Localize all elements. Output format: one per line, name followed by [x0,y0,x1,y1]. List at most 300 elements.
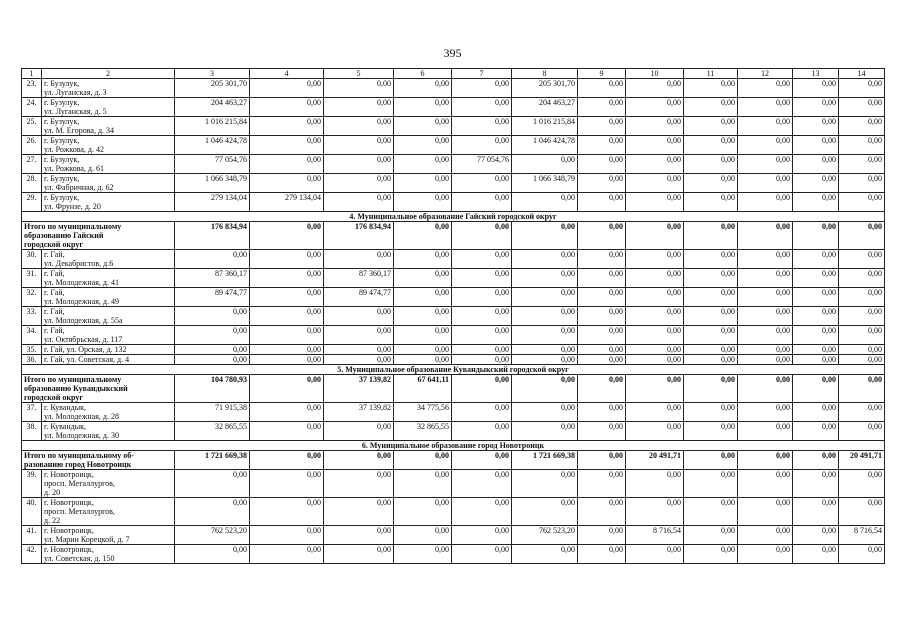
address-cell: г. Новотроицк, просп. Металлургов, д. 22 [42,498,175,526]
amount-cell: 0,00 [738,526,793,545]
amount-cell: 0,00 [452,136,512,155]
amount-cell: 0,00 [626,307,684,326]
amount-cell: 0,00 [626,345,684,355]
amount-cell: 0,00 [738,174,793,193]
amount-cell: 0,00 [738,288,793,307]
address-cell: г. Гай, ул. Молодежная, д. 41 [42,269,175,288]
address-cell: г. Гай, ул. Молодежная, д. 55а [42,307,175,326]
row-index: 40. [22,498,42,526]
address-cell: г. Кувандык, ул. Молодежная, д. 30 [42,422,175,441]
table-row [22,288,885,307]
amount-cell: 1 016 215,84 [175,117,250,136]
table-row [22,117,885,136]
amount-cell: 0,00 [512,345,578,355]
amount-cell: 0,00 [839,222,885,250]
amount-cell: 1 066 348,79 [175,174,250,193]
amount-cell: 32 865,55 [175,422,250,441]
amount-cell: 0,00 [452,355,512,365]
amount-cell: 0,00 [250,375,324,403]
amount-cell: 0,00 [175,545,250,564]
column-header: 5 [324,69,394,79]
amount-cell: 0,00 [452,526,512,545]
address-cell: г. Гай, ул. Советская, д. 4 [42,355,175,365]
amount-cell: 32 865,55 [394,422,452,441]
amount-cell: 0,00 [626,375,684,403]
amount-cell: 0,00 [250,288,324,307]
row-index: 31. [22,269,42,288]
amount-cell: 0,00 [512,545,578,564]
address-cell: г. Гай, ул. Октябрьская, д. 117 [42,326,175,345]
amount-cell: 0,00 [394,545,452,564]
amount-cell: 0,00 [578,375,626,403]
amount-cell: 0,00 [793,545,839,564]
amount-cell: 0,00 [175,470,250,498]
amount-cell: 0,00 [578,250,626,269]
row-index: 32. [22,288,42,307]
address-cell: г. Новотроицк, ул. Советская, д. 150 [42,545,175,564]
amount-cell: 279 134,04 [175,193,250,212]
amount-cell: 0,00 [738,345,793,355]
row-index: 39. [22,470,42,498]
column-header: 7 [452,69,512,79]
amount-cell: 0,00 [512,403,578,422]
address-cell: г. Бузулук, ул. Луганская, д. 3 [42,79,175,98]
column-header: 8 [512,69,578,79]
amount-cell: 0,00 [394,345,452,355]
amount-cell: 0,00 [626,193,684,212]
amount-cell: 0,00 [452,288,512,307]
amount-cell: 0,00 [793,117,839,136]
amount-cell: 0,00 [324,250,394,269]
amount-cell: 0,00 [452,470,512,498]
table-row [22,269,885,288]
amount-cell: 0,00 [738,155,793,174]
amount-cell: 176 834,94 [324,222,394,250]
amount-cell: 0,00 [512,470,578,498]
amount-cell: 0,00 [738,375,793,403]
column-header: 14 [839,69,885,79]
amount-cell: 762 523,20 [175,526,250,545]
address-cell: г. Бузулук, ул. Луганская, д. 5 [42,98,175,117]
amount-cell: 0,00 [578,345,626,355]
amount-cell: 0,00 [324,136,394,155]
amount-cell: 0,00 [626,136,684,155]
amount-cell: 0,00 [452,222,512,250]
amount-cell: 0,00 [684,422,738,441]
amount-cell: 0,00 [738,403,793,422]
amount-cell: 0,00 [394,307,452,326]
amount-cell: 0,00 [512,307,578,326]
amount-cell: 0,00 [250,526,324,545]
amount-cell: 0,00 [250,470,324,498]
table-row [22,422,885,441]
column-header: 4 [250,69,324,79]
amount-cell: 1 046 424,78 [175,136,250,155]
amount-cell: 0,00 [839,269,885,288]
amount-cell: 0,00 [793,250,839,269]
amount-cell: 0,00 [793,451,839,470]
amount-cell: 0,00 [684,470,738,498]
address-cell: г. Бузулук, ул. Фабричная, д. 62 [42,174,175,193]
amount-cell: 0,00 [175,250,250,269]
amount-cell: 0,00 [738,355,793,365]
amount-cell: 20 491,71 [626,451,684,470]
amount-cell: 0,00 [626,355,684,365]
amount-cell: 0,00 [512,422,578,441]
amount-cell: 0,00 [250,155,324,174]
amount-cell: 0,00 [684,136,738,155]
amount-cell: 0,00 [175,498,250,526]
amount-cell: 37 139,82 [324,375,394,403]
amount-cell: 77 054,76 [452,155,512,174]
amount-cell: 0,00 [250,545,324,564]
amount-cell: 0,00 [452,498,512,526]
amount-cell: 0,00 [738,269,793,288]
amount-cell: 0,00 [512,288,578,307]
amount-cell: 0,00 [452,422,512,441]
address-cell: г. Новотроицк, ул. Марии Корецкой, д. 7 [42,526,175,545]
column-header: 9 [578,69,626,79]
amount-cell: 0,00 [250,222,324,250]
amount-cell: 0,00 [578,98,626,117]
amount-cell: 0,00 [578,269,626,288]
row-index: 28. [22,174,42,193]
section-title: 6. Муниципальное образование город Новотроицк [22,441,885,451]
amount-cell: 0,00 [684,174,738,193]
amount-cell: 0,00 [512,269,578,288]
row-index: 42. [22,545,42,564]
amount-cell: 87 360,17 [324,269,394,288]
table-row [22,498,885,526]
table-row [22,193,885,212]
amount-cell: 0,00 [578,136,626,155]
amount-cell: 0,00 [250,307,324,326]
amount-cell: 762 523,20 [512,526,578,545]
address-cell: г. Кувандык, ул. Молодежная, д. 28 [42,403,175,422]
total-label: Итого по муниципальному образованию Гайский городской округ [22,222,175,250]
amount-cell: 204 463,27 [175,98,250,117]
amount-cell: 0,00 [578,403,626,422]
column-header: 12 [738,69,793,79]
row-index: 25. [22,117,42,136]
amount-cell: 0,00 [626,79,684,98]
amount-cell: 0,00 [452,269,512,288]
row-index: 26. [22,136,42,155]
amount-cell: 0,00 [394,117,452,136]
amount-cell: 0,00 [793,269,839,288]
amount-cell: 0,00 [324,193,394,212]
amount-cell: 0,00 [793,174,839,193]
amount-cell: 0,00 [452,375,512,403]
section-row [22,212,885,222]
amount-cell: 0,00 [793,470,839,498]
amount-cell: 0,00 [578,117,626,136]
amount-cell: 0,00 [626,155,684,174]
amount-cell: 0,00 [626,117,684,136]
amount-cell: 0,00 [324,174,394,193]
amount-cell: 0,00 [684,307,738,326]
amount-cell: 0,00 [394,526,452,545]
amount-cell: 1 721 669,38 [512,451,578,470]
amount-cell: 0,00 [512,375,578,403]
amount-cell: 0,00 [578,451,626,470]
row-index: 41. [22,526,42,545]
amount-cell: 0,00 [578,193,626,212]
amount-cell: 0,00 [738,193,793,212]
amount-cell: 0,00 [793,355,839,365]
row-index: 37. [22,403,42,422]
amount-cell: 0,00 [512,222,578,250]
total-row [22,222,885,250]
amount-cell: 0,00 [793,98,839,117]
table-row [22,79,885,98]
column-header: 3 [175,69,250,79]
amount-cell: 0,00 [626,222,684,250]
amount-cell: 0,00 [324,545,394,564]
amount-cell: 20 491,71 [839,451,885,470]
total-row [22,375,885,403]
column-header: 1 [22,69,42,79]
address-cell: г. Бузулук, ул. Рожкова, д. 61 [42,155,175,174]
amount-cell: 0,00 [324,326,394,345]
amount-cell: 0,00 [839,307,885,326]
amount-cell: 0,00 [324,345,394,355]
amount-cell: 0,00 [839,403,885,422]
amount-cell: 0,00 [394,174,452,193]
amount-cell: 0,00 [839,193,885,212]
section-title: 5. Муниципальное образование Кувандыкский городской округ [22,365,885,375]
amount-cell: 0,00 [839,545,885,564]
row-index: 24. [22,98,42,117]
amount-cell: 0,00 [626,326,684,345]
amount-cell: 0,00 [324,498,394,526]
amount-cell: 0,00 [452,307,512,326]
amount-cell: 0,00 [250,326,324,345]
amount-cell: 0,00 [839,326,885,345]
table-row [22,345,885,355]
row-index: 34. [22,326,42,345]
amount-cell: 0,00 [684,269,738,288]
amount-cell: 0,00 [738,422,793,441]
row-index: 23. [22,79,42,98]
budget-table [21,68,885,564]
amount-cell: 0,00 [738,222,793,250]
amount-cell: 0,00 [793,403,839,422]
amount-cell: 0,00 [684,79,738,98]
amount-cell: 0,00 [738,117,793,136]
amount-cell: 0,00 [394,136,452,155]
address-cell: г. Бузулук, ул. Рожкова, д. 42 [42,136,175,155]
amount-cell: 0,00 [793,136,839,155]
amount-cell: 0,00 [738,136,793,155]
amount-cell: 0,00 [626,403,684,422]
row-index: 35. [22,345,42,355]
amount-cell: 0,00 [394,288,452,307]
amount-cell: 0,00 [738,451,793,470]
amount-cell: 0,00 [394,250,452,269]
amount-cell: 0,00 [626,269,684,288]
amount-cell: 0,00 [394,355,452,365]
amount-cell: 0,00 [839,117,885,136]
amount-cell: 0,00 [793,193,839,212]
amount-cell: 0,00 [394,269,452,288]
amount-cell: 0,00 [793,375,839,403]
table-row [22,526,885,545]
amount-cell: 0,00 [452,250,512,269]
table-row [22,326,885,345]
amount-cell: 0,00 [839,79,885,98]
amount-cell: 0,00 [684,375,738,403]
column-header: 6 [394,69,452,79]
amount-cell: 0,00 [793,307,839,326]
amount-cell: 0,00 [250,174,324,193]
amount-cell: 0,00 [394,222,452,250]
amount-cell: 0,00 [250,498,324,526]
amount-cell: 0,00 [839,174,885,193]
amount-cell: 104 780,93 [175,375,250,403]
amount-cell: 279 134,04 [250,193,324,212]
amount-cell: 0,00 [738,545,793,564]
address-cell: г. Гай, ул. Молодежная, д. 49 [42,288,175,307]
amount-cell: 0,00 [684,222,738,250]
amount-cell: 0,00 [839,155,885,174]
amount-cell: 0,00 [626,250,684,269]
table-row [22,136,885,155]
amount-cell: 0,00 [684,98,738,117]
amount-cell: 0,00 [512,155,578,174]
amount-cell: 0,00 [250,269,324,288]
total-label: Итого по муниципальному об- разованию город Новотроицк [22,451,175,470]
address-cell: г. Бузулук, ул. Фрунзе, д. 20 [42,193,175,212]
row-index: 33. [22,307,42,326]
amount-cell: 0,00 [684,545,738,564]
amount-cell: 0,00 [793,288,839,307]
amount-cell: 0,00 [452,545,512,564]
amount-cell: 37 139,82 [324,403,394,422]
amount-cell: 0,00 [839,470,885,498]
amount-cell: 0,00 [839,375,885,403]
amount-cell: 0,00 [452,403,512,422]
amount-cell: 0,00 [250,79,324,98]
table-row [22,250,885,269]
header-row [22,69,885,79]
amount-cell: 0,00 [684,288,738,307]
amount-cell: 0,00 [839,250,885,269]
amount-cell: 0,00 [394,98,452,117]
amount-cell: 0,00 [175,345,250,355]
amount-cell: 77 054,76 [175,155,250,174]
total-row [22,451,885,470]
amount-cell: 0,00 [578,326,626,345]
amount-cell: 0,00 [578,545,626,564]
amount-cell: 0,00 [738,326,793,345]
amount-cell: 0,00 [738,470,793,498]
amount-cell: 0,00 [394,193,452,212]
amount-cell: 0,00 [793,422,839,441]
amount-cell: 0,00 [578,470,626,498]
amount-cell: 0,00 [394,498,452,526]
row-index: 38. [22,422,42,441]
address-cell: г. Новотроицк, просп. Металлургов, д. 20 [42,470,175,498]
section-row [22,441,885,451]
amount-cell: 34 775,56 [394,403,452,422]
total-label: Итого по муниципальному образованию Кувандыкский городской округ [22,375,175,403]
amount-cell: 0,00 [839,355,885,365]
amount-cell: 0,00 [175,307,250,326]
amount-cell: 1 046 424,78 [512,136,578,155]
amount-cell: 0,00 [684,345,738,355]
amount-cell: 0,00 [684,526,738,545]
amount-cell: 0,00 [793,222,839,250]
amount-cell: 0,00 [512,250,578,269]
amount-cell: 0,00 [626,98,684,117]
amount-cell: 0,00 [512,498,578,526]
amount-cell: 0,00 [578,79,626,98]
amount-cell: 0,00 [793,498,839,526]
amount-cell: 0,00 [394,155,452,174]
amount-cell: 0,00 [452,79,512,98]
amount-cell: 0,00 [578,307,626,326]
amount-cell: 0,00 [578,355,626,365]
amount-cell: 0,00 [578,526,626,545]
amount-cell: 0,00 [324,451,394,470]
amount-cell: 0,00 [512,355,578,365]
amount-cell: 0,00 [738,98,793,117]
amount-cell: 0,00 [738,250,793,269]
column-header: 10 [626,69,684,79]
amount-cell: 0,00 [250,98,324,117]
amount-cell: 205 301,70 [175,79,250,98]
amount-cell: 0,00 [324,470,394,498]
amount-cell: 0,00 [578,155,626,174]
amount-cell: 0,00 [839,136,885,155]
amount-cell: 0,00 [684,193,738,212]
amount-cell: 0,00 [684,250,738,269]
amount-cell: 0,00 [626,470,684,498]
column-header: 13 [793,69,839,79]
amount-cell: 1 066 348,79 [512,174,578,193]
amount-cell: 0,00 [250,117,324,136]
amount-cell: 0,00 [250,422,324,441]
amount-cell: 0,00 [250,451,324,470]
address-cell: г. Бузулук, ул. М. Егорова, д. 34 [42,117,175,136]
row-index: 29. [22,193,42,212]
amount-cell: 0,00 [793,326,839,345]
address-cell: г. Гай, ул. Декабристов, д.6 [42,250,175,269]
amount-cell: 0,00 [250,355,324,365]
amount-cell: 0,00 [175,326,250,345]
amount-cell: 1 721 669,38 [175,451,250,470]
column-header: 2 [42,69,175,79]
amount-cell: 0,00 [684,326,738,345]
amount-cell: 0,00 [452,117,512,136]
amount-cell: 0,00 [626,498,684,526]
row-index: 30. [22,250,42,269]
amount-cell: 0,00 [626,174,684,193]
amount-cell: 0,00 [324,98,394,117]
amount-cell: 87 360,17 [175,269,250,288]
table-row [22,155,885,174]
amount-cell: 0,00 [324,422,394,441]
amount-cell: 67 641,11 [394,375,452,403]
amount-cell: 0,00 [394,326,452,345]
amount-cell: 0,00 [452,345,512,355]
amount-cell: 0,00 [394,451,452,470]
amount-cell: 0,00 [684,451,738,470]
section-title: 4. Муниципальное образование Гайский городской округ [22,212,885,222]
amount-cell: 8 716,54 [626,526,684,545]
row-index: 27. [22,155,42,174]
